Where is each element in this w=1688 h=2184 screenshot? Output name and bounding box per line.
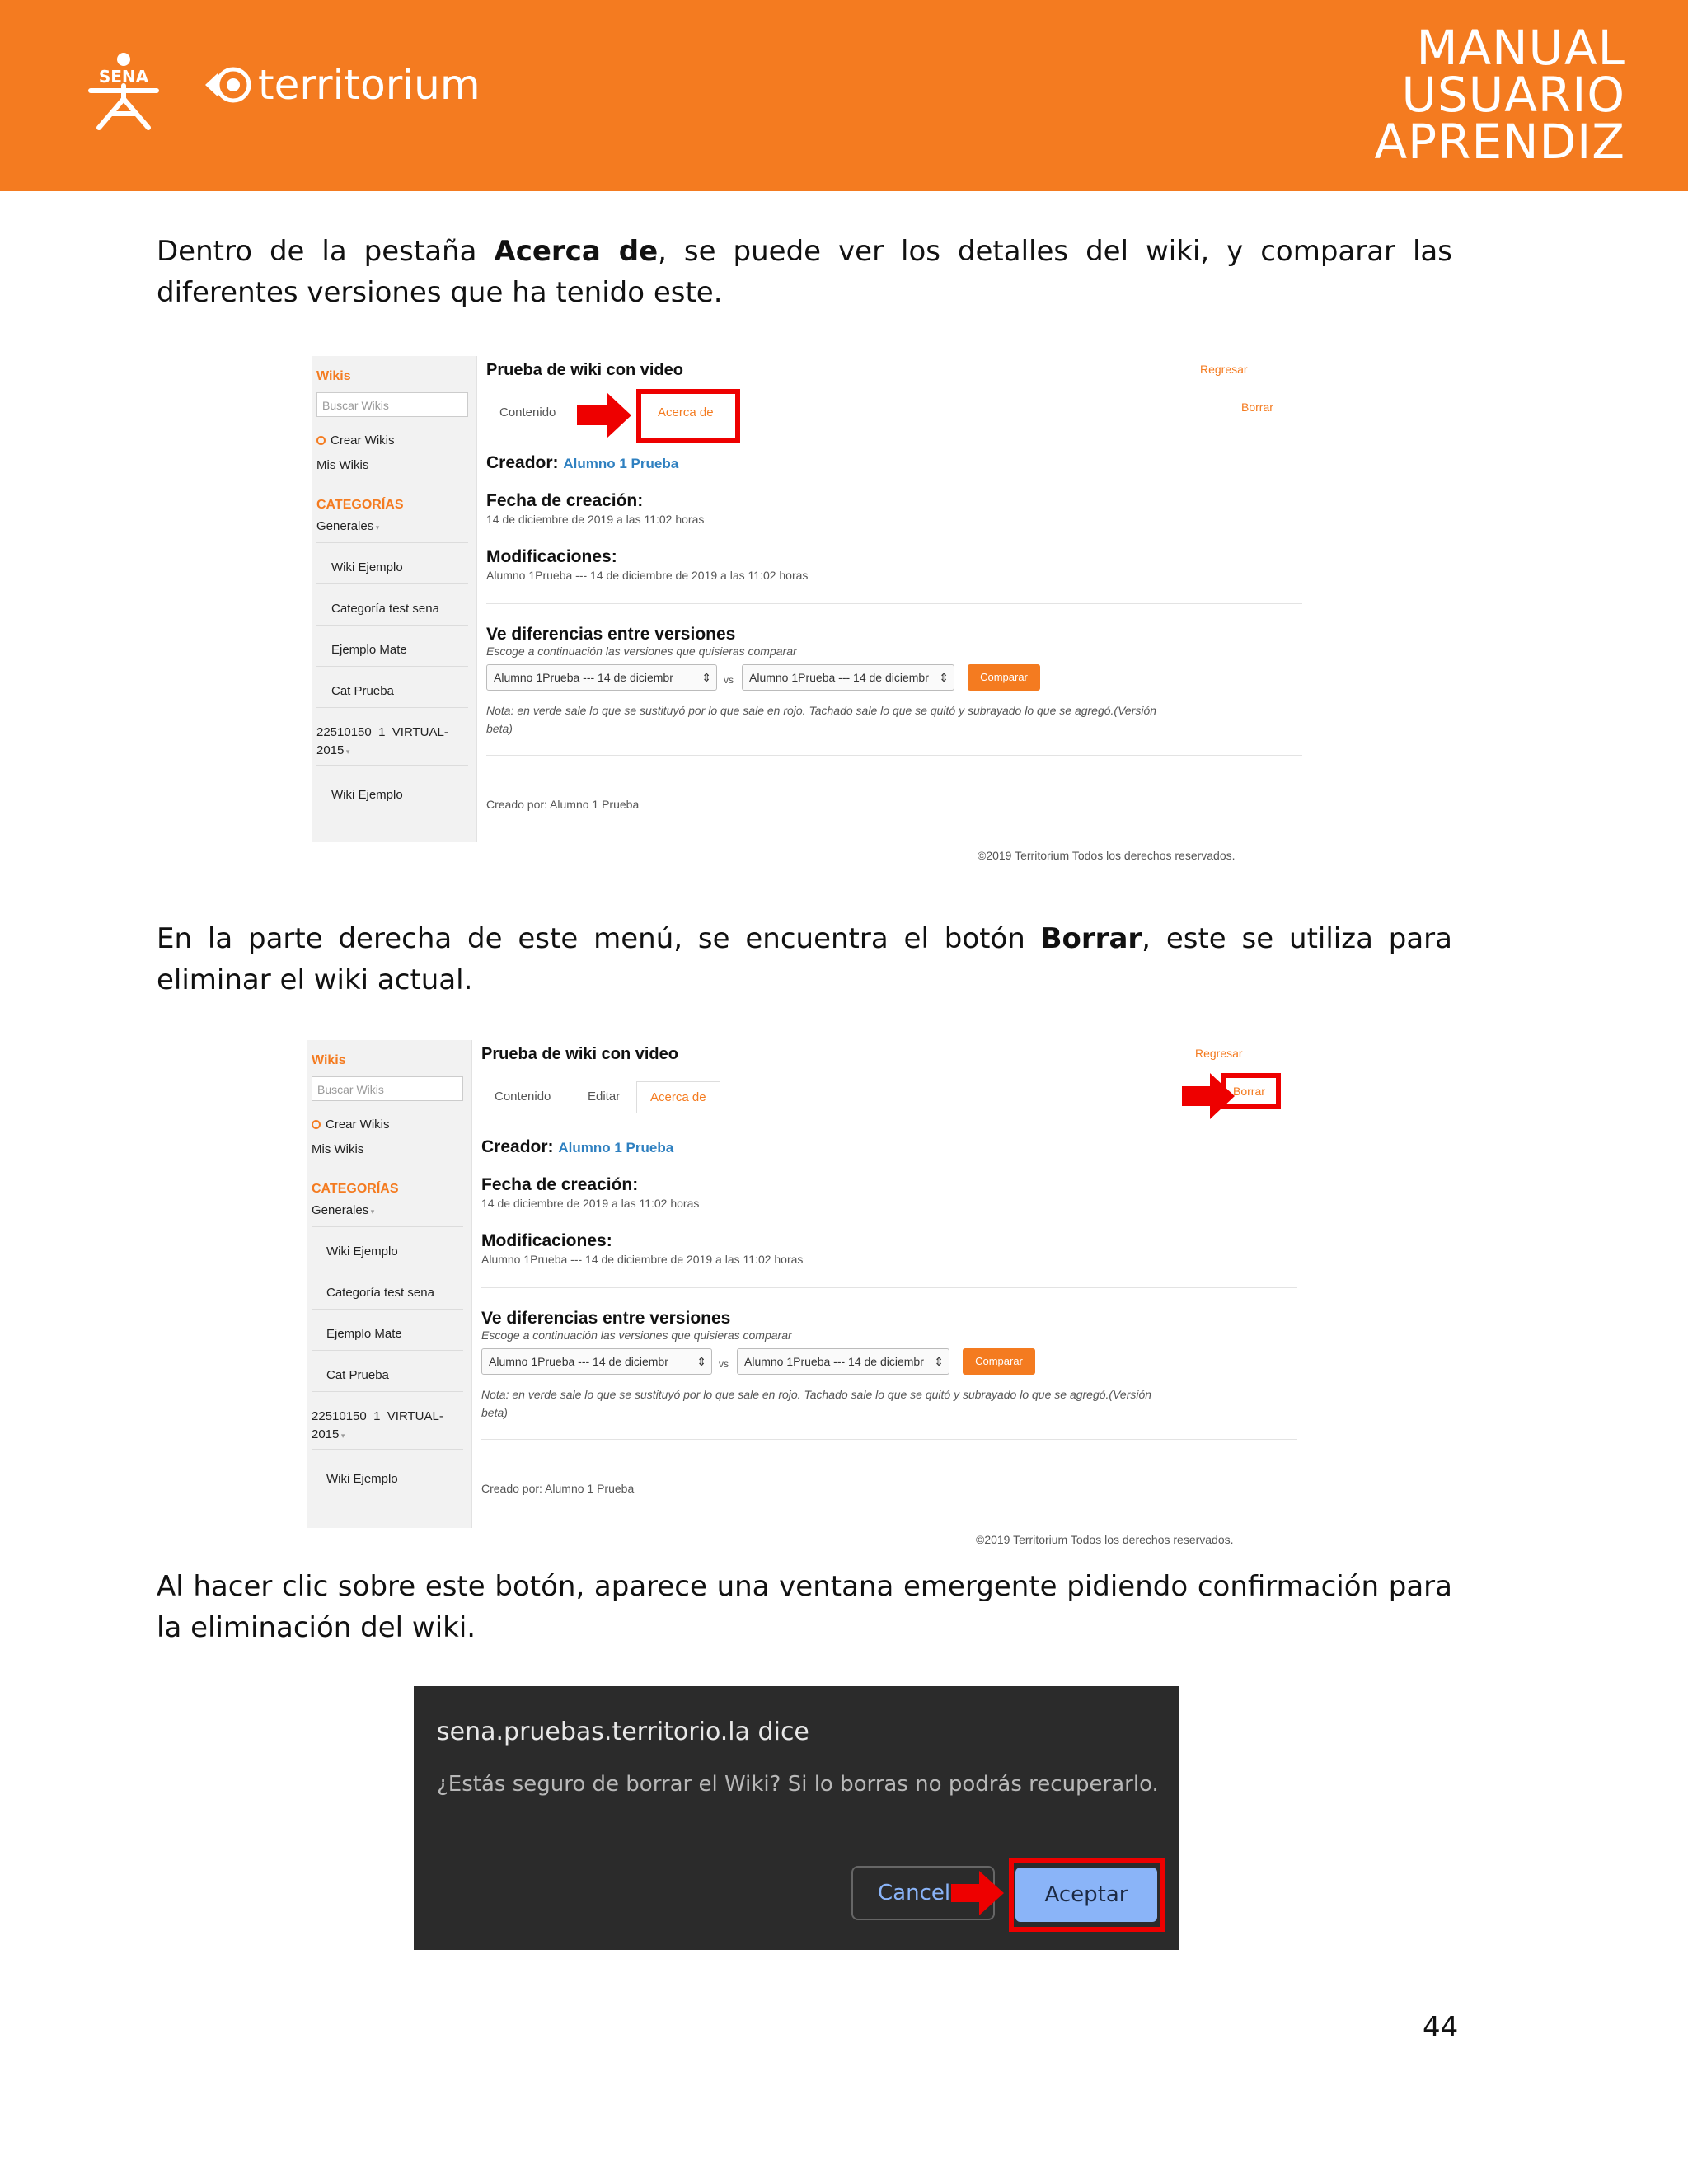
creator-label: Creador:: [486, 453, 559, 472]
divider: [316, 542, 468, 543]
sidebar-item-ejemplo-mate[interactable]: Ejemplo Mate: [326, 1327, 402, 1341]
dialog-message: ¿Estás seguro de borrar el Wiki? Si lo borras no podrás recuperarlo.: [437, 1772, 1159, 1797]
virtual-group-line2: 2015: [312, 1427, 340, 1441]
my-wikis-link[interactable]: Mis Wikis: [316, 458, 369, 472]
creator-label: Creador:: [481, 1137, 554, 1156]
sidebar-item-wiki-ejemplo-2[interactable]: Wiki Ejemplo: [326, 1472, 398, 1486]
compare-button[interactable]: Comparar: [968, 664, 1040, 691]
create-wikis-link[interactable]: [312, 1118, 390, 1132]
divider: [481, 1439, 1297, 1440]
p1-bold: Acerca de: [494, 235, 659, 268]
red-arrow-icon: [577, 391, 633, 440]
select-arrows-icon: ⇕: [696, 1355, 706, 1368]
compare-button[interactable]: Comparar: [963, 1348, 1035, 1375]
copyright: ©2019 Territorium Todos los derechos reservados.: [976, 1533, 1234, 1546]
virtual-group-line2: 2015: [316, 743, 345, 757]
p2-after: , este se utiliza para eliminar el wiki actual.: [157, 922, 1452, 996]
territorium-logo: [202, 61, 481, 109]
paragraph-1: [157, 231, 1452, 313]
version-select-a[interactable]: [481, 1348, 712, 1375]
virtual-group[interactable]: 2015 ▾: [312, 1427, 345, 1441]
divider: [316, 765, 468, 766]
tab-about[interactable]: Acerca de: [636, 1081, 720, 1113]
create-wikis-label: Crear Wikis: [331, 434, 395, 448]
divider: [486, 755, 1302, 756]
paragraph-3: Al hacer clic sobre este botón, aparece una ventana emergente pidiendo confirmación para la eliminación del wiki.: [157, 1570, 1452, 1644]
diff-subtitle: Escoge a continuación las versiones que quisieras comparar: [481, 1329, 792, 1342]
search-input[interactable]: Buscar Wikis: [316, 392, 468, 417]
note-line-1: Nota: en verde sale lo que se sustituyó por lo que sale en rojo. Tachado sale lo que se quitó y subrayado lo que se agregó.(Versión: [481, 1388, 1152, 1401]
version-select-a-value: Alumno 1Prueba --- 14 de diciembr: [494, 671, 673, 684]
creator-row: [486, 453, 678, 473]
note-line-2: beta): [481, 1406, 508, 1419]
divider: [316, 707, 468, 708]
diff-title: Ve diferencias entre versiones: [486, 625, 736, 644]
main-panel: [481, 1040, 1301, 1551]
general-label: Generales: [316, 519, 374, 533]
divider: [316, 625, 468, 626]
manual-title: [1374, 20, 1626, 170]
sidebar-title: Wikis: [316, 369, 351, 383]
screenshot-delete-button: [307, 1040, 1301, 1551]
paragraph-2: [157, 918, 1452, 1001]
dialog-title: sena.pruebas.territorio.la dice: [437, 1718, 809, 1746]
sidebar-item-wiki-ejemplo[interactable]: Wiki Ejemplo: [331, 560, 403, 574]
virtual-group-line1[interactable]: 22510150_1_VIRTUAL-: [316, 725, 448, 739]
creator-value[interactable]: Alumno 1 Prueba: [563, 456, 679, 471]
mods-label: Modificaciones:: [486, 547, 617, 566]
wiki-title: Prueba de wiki con video: [481, 1045, 678, 1063]
manual-line-3: APRENDIZ: [1374, 114, 1625, 170]
cancel-button[interactable]: Cancel: [851, 1866, 995, 1920]
p1-before: Dentro de la pestaña: [157, 235, 495, 268]
divider: [312, 1350, 463, 1351]
sidebar-title: Wikis: [312, 1053, 346, 1067]
copyright: ©2019 Territorium Todos los derechos reservados.: [978, 849, 1236, 862]
sena-logo-text: SENA: [98, 67, 149, 87]
highlight-box: [1221, 1073, 1281, 1109]
general-label: Generales: [312, 1203, 369, 1217]
tab-edit[interactable]: Editar: [588, 1090, 621, 1104]
highlight-box: [636, 389, 740, 443]
delete-link[interactable]: Borrar: [1241, 401, 1273, 414]
territorium-eye-icon: [202, 64, 253, 105]
vs-label: vs: [719, 1358, 729, 1370]
create-wikis-label: Crear Wikis: [326, 1118, 390, 1132]
diff-subtitle: Escoge a continuación las versiones que quisieras comparar: [486, 644, 797, 658]
page-number: 44: [1423, 2011, 1459, 2044]
version-select-a[interactable]: [486, 664, 717, 691]
sidebar: [312, 356, 477, 842]
version-select-a-value: Alumno 1Prueba --- 14 de diciembr: [489, 1355, 668, 1368]
divider: [312, 1449, 463, 1450]
back-link[interactable]: Regresar: [1200, 363, 1248, 376]
delete-link[interactable]: Borrar: [1233, 1085, 1265, 1098]
screenshot-about-tab: [312, 356, 1301, 867]
p2-before: En la parte derecha de este menú, se encuentra el botón: [157, 922, 1041, 955]
virtual-group-line1[interactable]: 22510150_1_VIRTUAL-: [312, 1409, 443, 1423]
creator-value[interactable]: Alumno 1 Prueba: [558, 1140, 674, 1155]
divider: [312, 1309, 463, 1310]
version-select-b[interactable]: [742, 664, 954, 691]
divider: [316, 666, 468, 667]
sidebar-item-categoria[interactable]: Categoría test sena: [326, 1286, 434, 1300]
confirm-dialog: [414, 1686, 1179, 1950]
virtual-group[interactable]: 2015 ▾: [316, 743, 350, 757]
p2-bold: Borrar: [1040, 922, 1142, 955]
categories-title: CATEGORÍAS: [316, 498, 404, 512]
version-select-b-value: Alumno 1Prueba --- 14 de diciembr: [749, 671, 929, 684]
back-link[interactable]: Regresar: [1195, 1047, 1243, 1060]
select-arrows-icon: ⇕: [939, 671, 949, 684]
sidebar-item-wiki-ejemplo-2[interactable]: Wiki Ejemplo: [331, 788, 403, 802]
divider: [481, 1287, 1297, 1288]
divider: [486, 603, 1302, 604]
select-arrows-icon: ⇕: [934, 1355, 944, 1368]
version-select-b-value: Alumno 1Prueba --- 14 de diciembr: [744, 1355, 924, 1368]
mods-value: Alumno 1Prueba --- 14 de diciembre de 2019 a las 11:02 horas: [486, 569, 809, 582]
note-line-2: beta): [486, 722, 513, 735]
tab-content[interactable]: Contenido: [495, 1090, 551, 1104]
sidebar-item-ejemplo-mate[interactable]: Ejemplo Mate: [331, 643, 407, 657]
created-label: Fecha de creación:: [486, 491, 644, 510]
mods-value: Alumno 1Prueba --- 14 de diciembre de 2019 a las 11:02 horas: [481, 1253, 804, 1266]
p1-after: , se puede ver los detalles del wiki, y comparar las diferentes versiones que ha tenido este.: [157, 235, 1452, 309]
sena-logo-icon: [82, 49, 165, 132]
manual-line-2: USUARIO: [1401, 67, 1625, 123]
sidebar-item-cat-prueba[interactable]: Cat Prueba: [326, 1368, 389, 1382]
general-category[interactable]: Generales ▾: [312, 1203, 375, 1217]
vs-label: vs: [724, 674, 734, 686]
select-arrows-icon: ⇕: [701, 671, 711, 684]
red-arrow-icon: [951, 1868, 1006, 1919]
created-label: Fecha de creación:: [481, 1175, 639, 1194]
sidebar-item-wiki-ejemplo[interactable]: Wiki Ejemplo: [326, 1244, 398, 1258]
main-panel: [486, 356, 1301, 867]
accept-button[interactable]: Aceptar: [1015, 1868, 1157, 1922]
version-select-b[interactable]: [737, 1348, 950, 1375]
wiki-title: Prueba de wiki con video: [486, 361, 683, 379]
highlight-box: [1009, 1858, 1165, 1932]
diff-title: Ve diferencias entre versiones: [481, 1309, 731, 1328]
tab-content[interactable]: Contenido: [499, 405, 556, 419]
categories-title: CATEGORÍAS: [312, 1182, 399, 1196]
created-by: Creado por: Alumno 1 Prueba: [486, 798, 640, 811]
search-input[interactable]: Buscar Wikis: [312, 1076, 463, 1101]
created-value: 14 de diciembre de 2019 a las 11:02 horas: [486, 513, 705, 526]
header-banner: [0, 0, 1688, 191]
general-category[interactable]: Generales ▾: [316, 519, 380, 533]
create-wikis-link[interactable]: [316, 434, 395, 448]
plus-circle-icon: [316, 436, 326, 445]
divider: [316, 583, 468, 584]
sidebar-item-cat-prueba[interactable]: Cat Prueba: [331, 684, 394, 698]
brand-name: territorium: [258, 61, 481, 109]
sidebar-item-categoria[interactable]: Categoría test sena: [331, 602, 439, 616]
created-by: Creado por: Alumno 1 Prueba: [481, 1482, 635, 1495]
my-wikis-link[interactable]: Mis Wikis: [312, 1142, 364, 1156]
creator-row: [481, 1137, 673, 1157]
sidebar: [307, 1040, 472, 1528]
note-line-1: Nota: en verde sale lo que se sustituyó por lo que sale en rojo. Tachado sale lo que se quitó y subrayado lo que se agregó.(Versión: [486, 704, 1157, 717]
tab-about[interactable]: Acerca de: [658, 405, 714, 419]
plus-circle-icon: [312, 1120, 321, 1129]
manual-line-1: MANUAL: [1416, 20, 1625, 76]
divider: [312, 1391, 463, 1392]
mods-label: Modificaciones:: [481, 1231, 612, 1250]
created-value: 14 de diciembre de 2019 a las 11:02 horas: [481, 1197, 700, 1210]
divider: [312, 1226, 463, 1227]
